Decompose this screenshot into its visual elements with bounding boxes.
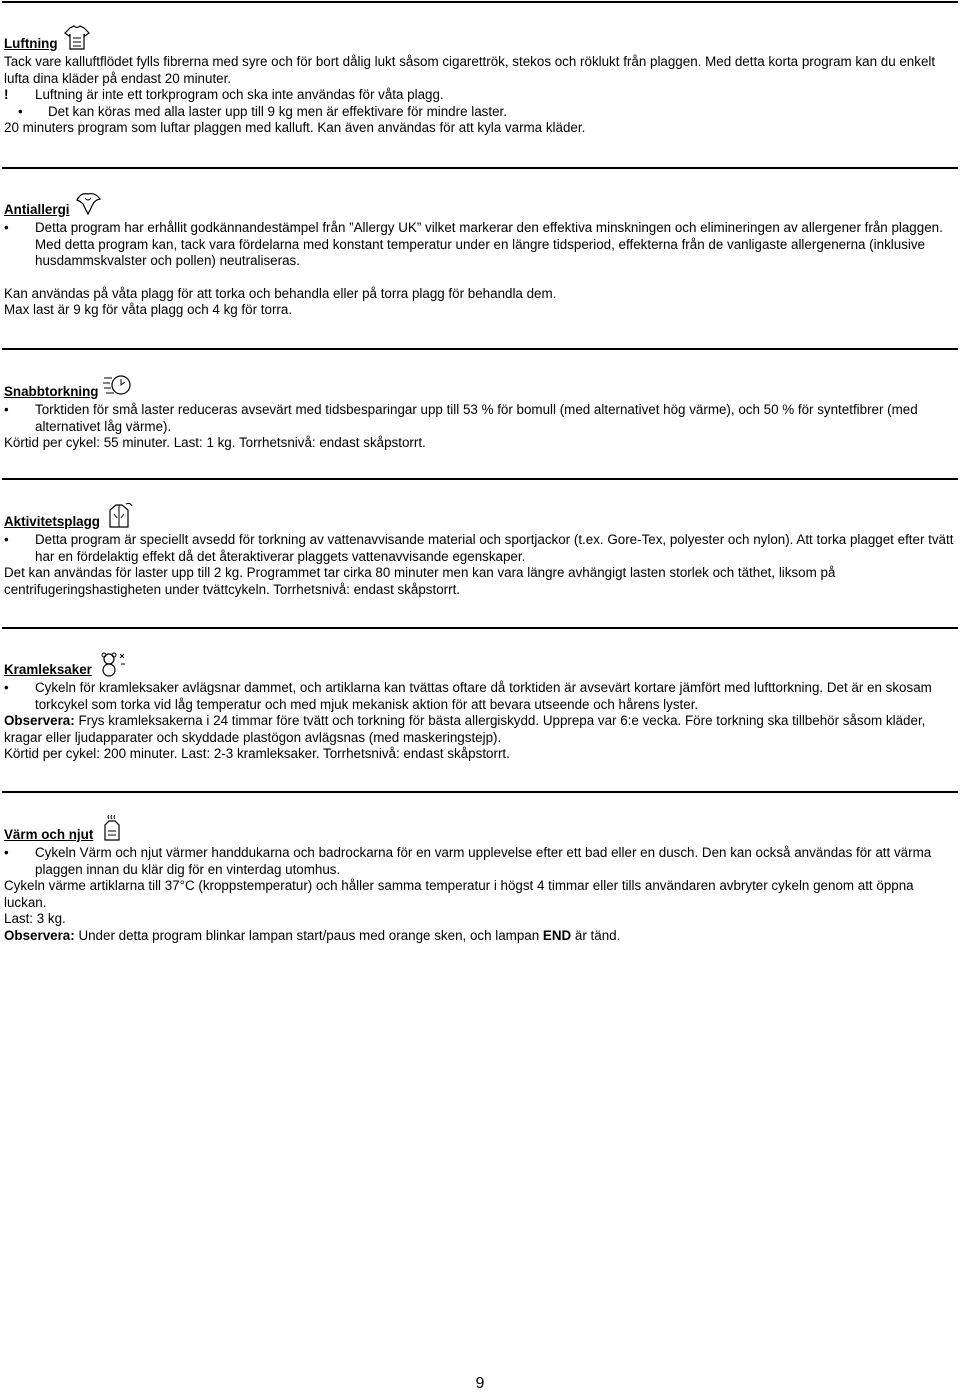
section-title: Kramleksaker bbox=[4, 661, 92, 677]
warning-mark: ! bbox=[4, 87, 9, 102]
list-item-text: Detta program har erhållit godkännandestämpel från ”Allergy UK” vilket markerar den effektiva minskningen och elimineringen av allergener från plaggen. Med detta program kan, tack vara fördelarna med konstant temperatur under en längre tidsperiod, effekterna från de vanligaste allergenerna (inklusive husdammskvalster och pollen) neutraliseras. bbox=[35, 220, 943, 268]
list-item bbox=[4, 402, 954, 435]
paragraph: 20 minuters program som luftar plaggen med kalluft. Kan även användas för att kyla varma kläder. bbox=[4, 120, 586, 135]
section-title: Aktivitetsplagg bbox=[4, 513, 100, 529]
note-text-end: är tänd. bbox=[571, 927, 621, 943]
end-label: END bbox=[542, 927, 572, 943]
paragraph: Det kan användas för laster upp till 2 kg. Programmet tar cirka 80 minuter men kan vara längre avhängigt lasten storlek och täthet, liksom på centrifugeringshastigheten under tvättcykeln. Torrhetsnivå: endast skåpstorrt. bbox=[4, 565, 836, 597]
paragraph: Körtid per cykel: 55 minuter. Last: 1 kg. Torrhetsnivå: endast skåpstorrt. bbox=[4, 435, 426, 450]
section-luftning bbox=[4, 24, 954, 137]
section-antiallergi bbox=[4, 190, 954, 319]
list-item-text: Cykeln för kramleksaker avlägsnar dammet, och artiklarna kan tvättas oftare då torktiden är avsevärt kortare jämfört med lufttorkning. Det är en skosam torkcykel som torka vid låg temperatur och med mjuk mekanisk aktion för att bevara utseende och hårens lyster. bbox=[35, 680, 932, 712]
section-title: Värm och njut bbox=[4, 826, 94, 842]
list-item-text: Detta program är speciellt avsedd för torkning av vattenavvisande material och sportjackor (t.ex. Gore-Tex, polyester och nylon). Att torka plagget efter tvätt har en fördelaktig effekt då det återaktiverar plaggets vattenavvisande egenskaper. bbox=[35, 532, 954, 564]
section-kramleksaker bbox=[4, 650, 954, 763]
paragraph: Kan användas på våta plagg för att torka och behandla eller på torra plagg för behandla dem. bbox=[4, 285, 557, 301]
fast-clock-icon bbox=[102, 372, 132, 400]
note-text: Frys kramleksakerna i 24 timmar före tvätt och torkning för bästa allergiskydd. Upprepa var 6:e vecka. Före torkning ska tillbehör såsom kläder, kragar eller ljudapparater och skyddade plastögon avlägsnas (med maskeringstejp). bbox=[4, 713, 926, 745]
bullet-icon: • bbox=[4, 220, 9, 235]
warning-text: Luftning är inte ett torkprogram och ska inte användas för våta plagg. bbox=[35, 87, 444, 102]
list-item bbox=[4, 845, 954, 878]
section-varm-och-njut bbox=[4, 815, 954, 944]
list-item-text: Cykeln Värm och njut värmer handdukarna och badrockarna för en varm upplevelse efter ett bad eller en dusch. Den kan också användas för att värma plaggen innan du klär dig för en vinterdag utomhus. bbox=[35, 845, 932, 877]
list-item bbox=[4, 680, 954, 713]
teddy-bear-icon bbox=[96, 650, 126, 678]
note-paragraph bbox=[4, 928, 954, 945]
list-item bbox=[4, 104, 954, 121]
warm-garment-icon bbox=[97, 815, 127, 843]
paragraph: Cykeln värme artiklarna till 37°C (kroppstemperatur) och håller samma temperatur i högst 4 timmar eller tills användaren avbryter cykeln genom att öppna luckan. bbox=[4, 878, 914, 910]
list-item bbox=[4, 532, 954, 565]
bullet-icon: • bbox=[4, 845, 9, 860]
divider bbox=[2, 348, 958, 350]
warning-line bbox=[4, 87, 954, 104]
bullet-icon: • bbox=[18, 103, 23, 119]
divider bbox=[2, 1, 958, 3]
page-number: 9 bbox=[475, 1375, 485, 1392]
list-item-text: Torktiden för små laster reduceras avsevärt med tidsbesparingar upp till 53 % för bomull (med alternativet hög värme), och 50 % för syntetfibrer (med alternativet låg värme). bbox=[35, 402, 918, 434]
flower-icon bbox=[73, 190, 103, 218]
divider bbox=[2, 167, 958, 169]
note-label: Observera: bbox=[4, 927, 75, 943]
divider bbox=[2, 791, 958, 793]
note-paragraph bbox=[4, 713, 954, 746]
section-title: Antiallergi bbox=[4, 201, 70, 217]
divider bbox=[2, 627, 958, 629]
section-aktivitetsplagg bbox=[4, 502, 954, 598]
bullet-icon: • bbox=[4, 402, 9, 417]
bullet-icon: • bbox=[4, 532, 9, 547]
note-text: Under detta program blinkar lampan start/paus med orange sken, och lampan bbox=[74, 927, 543, 943]
section-title: Snabbtorkning bbox=[4, 383, 99, 399]
sport-jacket-icon bbox=[104, 502, 134, 530]
bullet-icon: • bbox=[4, 680, 9, 695]
paragraph: Körtid per cykel: 200 minuter. Last: 2-3 kramleksaker. Torrhetsnivå: endast skåpstorrt. bbox=[4, 746, 510, 761]
shirt-icon bbox=[62, 24, 92, 52]
paragraph: Tack vare kalluftflödet fylls fibrerna med syre och för bort dålig lukt såsom cigarettrök, stekos och röklukt från plaggen. Med detta korta program kan du enkelt lufta dina kläder på endast 20 minuter. bbox=[4, 54, 936, 86]
divider bbox=[2, 478, 958, 480]
list-item bbox=[4, 220, 954, 270]
note-label: Observera: bbox=[4, 713, 75, 728]
paragraph: Max last är 9 kg för våta plagg och 4 kg för torra. bbox=[4, 302, 293, 317]
list-item-text: Det kan köras med alla laster upp till 9 kg men är effektivare för mindre laster. bbox=[48, 103, 507, 119]
section-snabbtorkning bbox=[4, 372, 954, 452]
paragraph: Last: 3 kg. bbox=[4, 911, 66, 926]
section-title: Luftning bbox=[4, 35, 58, 51]
